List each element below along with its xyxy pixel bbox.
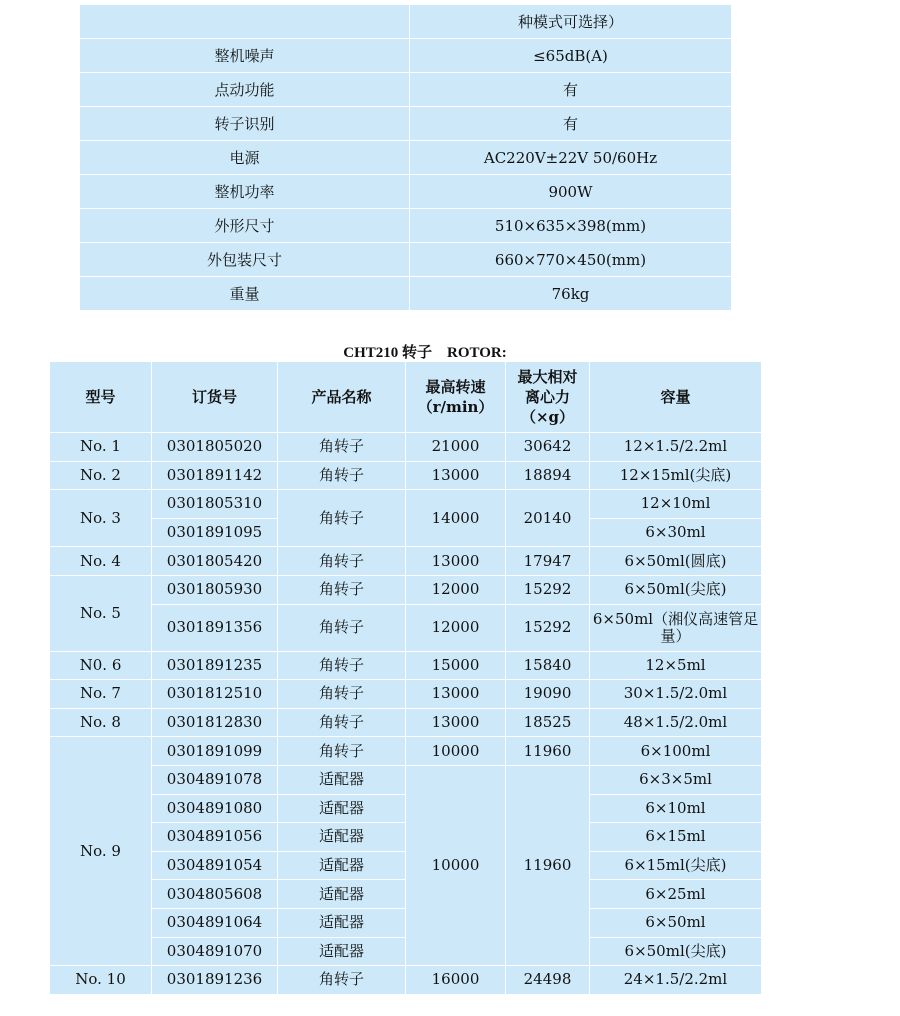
product-cell: 角转子 xyxy=(278,461,406,490)
product-cell: 适配器 xyxy=(278,851,406,880)
rcf-cell: 17947 xyxy=(506,547,590,576)
table-row xyxy=(80,73,732,107)
rotor-table xyxy=(49,361,762,995)
spec-label: 点动功能 xyxy=(80,73,410,107)
spec-label: 外包装尺寸 xyxy=(80,243,410,277)
product-cell: 适配器 xyxy=(278,937,406,966)
product-cell: 适配器 xyxy=(278,908,406,937)
header-capacity: 容量 xyxy=(590,362,762,433)
spec-value: AC220V±22V 50/60Hz xyxy=(410,141,732,175)
capacity-cell: 6×25ml xyxy=(590,880,762,909)
speed-cell: 10000 xyxy=(406,737,506,766)
capacity-cell: 12×15ml(尖底) xyxy=(590,461,762,490)
order-cell: 0301812830 xyxy=(152,708,278,737)
table-row xyxy=(50,966,762,995)
table-row xyxy=(50,604,762,651)
table-row xyxy=(80,209,732,243)
table-row xyxy=(50,547,762,576)
table-row xyxy=(50,708,762,737)
header-speed-line2: （r/min） xyxy=(417,398,494,416)
table-row xyxy=(80,175,732,209)
speed-cell: 14000 xyxy=(406,490,506,547)
table-row xyxy=(50,737,762,766)
spec-label: 重量 xyxy=(80,277,410,311)
product-cell: 角转子 xyxy=(278,737,406,766)
capacity-cell: 12×5ml xyxy=(590,651,762,680)
model-cell: No. 9 xyxy=(50,737,152,966)
capacity-cell: 6×50ml(尖底) xyxy=(590,937,762,966)
spec-label: 转子识别 xyxy=(80,107,410,141)
order-cell: 0301812510 xyxy=(152,680,278,709)
table-row xyxy=(50,575,762,604)
product-cell: 适配器 xyxy=(278,880,406,909)
spec-label: 电源 xyxy=(80,141,410,175)
product-cell: 角转子 xyxy=(278,433,406,462)
spec-table xyxy=(79,4,732,311)
order-cell: 0304891056 xyxy=(152,823,278,852)
order-cell: 0301891099 xyxy=(152,737,278,766)
speed-cell: 16000 xyxy=(406,966,506,995)
order-cell: 0304891080 xyxy=(152,794,278,823)
model-cell: No. 3 xyxy=(50,490,152,547)
rcf-cell: 20140 xyxy=(506,490,590,547)
table-row xyxy=(50,433,762,462)
model-cell: No. 1 xyxy=(50,433,152,462)
product-cell: 角转子 xyxy=(278,547,406,576)
order-cell: 0304891070 xyxy=(152,937,278,966)
rcf-cell: 30642 xyxy=(506,433,590,462)
spec-value: 900W xyxy=(410,175,732,209)
table-row xyxy=(50,680,762,709)
capacity-cell: 12×1.5/2.2ml xyxy=(590,433,762,462)
header-rcf-line1: 最大相对 xyxy=(517,368,578,386)
spec-value: 有 xyxy=(410,107,732,141)
capacity-cell: 6×10ml xyxy=(590,794,762,823)
product-cell: 角转子 xyxy=(278,490,406,547)
speed-cell: 13000 xyxy=(406,680,506,709)
rcf-cell: 11960 xyxy=(506,765,590,965)
speed-cell: 13000 xyxy=(406,708,506,737)
table-row xyxy=(50,461,762,490)
table-row xyxy=(80,141,732,175)
rcf-cell: 15840 xyxy=(506,651,590,680)
section-title: CHT210 转子 ROTOR: xyxy=(343,345,507,361)
capacity-cell: 6×100ml xyxy=(590,737,762,766)
rcf-cell: 24498 xyxy=(506,966,590,995)
order-cell: 0301805420 xyxy=(152,547,278,576)
capacity-cell: 6×50ml(圆底) xyxy=(590,547,762,576)
model-cell: No. 2 xyxy=(50,461,152,490)
product-cell: 角转子 xyxy=(278,966,406,995)
table-row xyxy=(50,490,762,519)
order-cell: 0301891236 xyxy=(152,966,278,995)
header-order-no: 订货号 xyxy=(152,362,278,433)
order-cell: 0301891142 xyxy=(152,461,278,490)
capacity-cell: 6×15ml xyxy=(590,823,762,852)
order-cell: 0301891356 xyxy=(152,604,278,651)
spec-value: 种模式可选择） xyxy=(410,5,732,39)
product-cell: 角转子 xyxy=(278,708,406,737)
order-cell: 0304891078 xyxy=(152,765,278,794)
capacity-cell: 6×15ml(尖底) xyxy=(590,851,762,880)
spec-value: 510×635×398(mm) xyxy=(410,209,732,243)
order-cell: 0304891054 xyxy=(152,851,278,880)
table-row xyxy=(80,277,732,311)
speed-cell: 13000 xyxy=(406,461,506,490)
rcf-cell: 18894 xyxy=(506,461,590,490)
table-row xyxy=(50,765,762,794)
capacity-cell: 6×50ml（湘仪高速管足量） xyxy=(590,604,762,651)
table-row xyxy=(80,39,732,73)
capacity-cell: 6×3×5ml xyxy=(590,765,762,794)
table-row xyxy=(80,243,732,277)
rcf-cell: 18525 xyxy=(506,708,590,737)
rcf-cell: 19090 xyxy=(506,680,590,709)
capacity-cell: 12×10ml xyxy=(590,490,762,519)
header-rcf-line3: （×g） xyxy=(520,408,575,426)
spec-label: 整机噪声 xyxy=(80,39,410,73)
table-row xyxy=(80,5,732,39)
order-cell: 0304891064 xyxy=(152,908,278,937)
model-cell: No. 8 xyxy=(50,708,152,737)
spec-label xyxy=(80,5,410,39)
capacity-cell: 48×1.5/2.0ml xyxy=(590,708,762,737)
header-model: 型号 xyxy=(50,362,152,433)
header-rcf xyxy=(506,362,590,433)
speed-cell: 12000 xyxy=(406,575,506,604)
table-row xyxy=(50,651,762,680)
speed-cell: 13000 xyxy=(406,547,506,576)
model-cell: No. 7 xyxy=(50,680,152,709)
speed-cell: 21000 xyxy=(406,433,506,462)
header-speed xyxy=(406,362,506,433)
spec-value: 660×770×450(mm) xyxy=(410,243,732,277)
capacity-cell: 30×1.5/2.0ml xyxy=(590,680,762,709)
rcf-cell: 15292 xyxy=(506,604,590,651)
order-cell: 0301891095 xyxy=(152,518,278,547)
product-cell: 角转子 xyxy=(278,680,406,709)
order-cell: 0301891235 xyxy=(152,651,278,680)
product-cell: 适配器 xyxy=(278,823,406,852)
order-cell: 0304805608 xyxy=(152,880,278,909)
model-cell: No. 4 xyxy=(50,547,152,576)
header-row xyxy=(50,362,762,433)
model-cell: No. 10 xyxy=(50,966,152,995)
speed-cell: 12000 xyxy=(406,604,506,651)
capacity-cell: 6×50ml(尖底) xyxy=(590,575,762,604)
product-cell: 适配器 xyxy=(278,765,406,794)
capacity-cell: 6×30ml xyxy=(590,518,762,547)
product-cell: 适配器 xyxy=(278,794,406,823)
capacity-cell: 6×50ml xyxy=(590,908,762,937)
spec-value: ≤65dB(A) xyxy=(410,39,732,73)
spec-label: 整机功率 xyxy=(80,175,410,209)
header-speed-line1: 最高转速 xyxy=(425,378,486,396)
order-cell: 0301805930 xyxy=(152,575,278,604)
model-cell: N0. 6 xyxy=(50,651,152,680)
product-cell: 角转子 xyxy=(278,575,406,604)
spec-label: 外形尺寸 xyxy=(80,209,410,243)
spec-value: 76kg xyxy=(410,277,732,311)
table-row xyxy=(80,107,732,141)
header-product: 产品名称 xyxy=(278,362,406,433)
header-rcf-line2: 离心力 xyxy=(524,388,570,406)
speed-cell: 15000 xyxy=(406,651,506,680)
order-cell: 0301805020 xyxy=(152,433,278,462)
product-cell: 角转子 xyxy=(278,604,406,651)
rcf-cell: 15292 xyxy=(506,575,590,604)
speed-cell: 10000 xyxy=(406,765,506,965)
capacity-cell: 24×1.5/2.2ml xyxy=(590,966,762,995)
model-cell: No. 5 xyxy=(50,575,152,651)
spec-value: 有 xyxy=(410,73,732,107)
product-cell: 角转子 xyxy=(278,651,406,680)
rcf-cell: 11960 xyxy=(506,737,590,766)
order-cell: 0301805310 xyxy=(152,490,278,519)
